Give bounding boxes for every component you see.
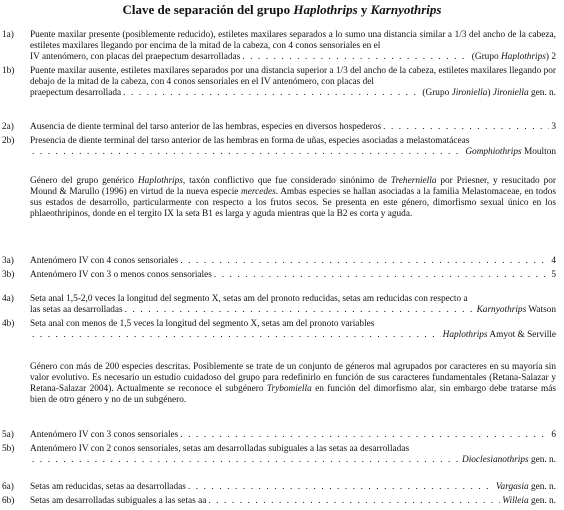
entry-text: Seta anal 1,5-2,0 veces la longitud del segmento X, setas am del pronoto reducidas, setas am reducidas con respecto a (30, 294, 468, 304)
key-entry-3b (0, 270, 564, 281)
dot-leader (32, 330, 441, 341)
entry-text: Presencia de diente terminal del tarso anterior de las hembras en forma de uñas, especies asociadas a melastomatáceas (30, 136, 470, 146)
entry-text-end: praepectum desarrollada (30, 88, 122, 98)
dot-leader (242, 52, 470, 63)
key-entry-5b (0, 444, 564, 466)
entry-number: 3b) (2, 270, 15, 280)
key-entry-3a (0, 256, 564, 267)
dot-leader (208, 496, 500, 507)
entry-result: Vargasia gen. n. (495, 482, 556, 492)
entry-number: 3a) (2, 256, 14, 266)
key-title: Clave de separación del grupo Haplothrips y Karnyothrips (122, 2, 442, 17)
entry-result: Karnyothrips Watson (476, 305, 556, 315)
dot-leader (32, 147, 463, 158)
entry-result: Dioclesianothrips gen. n. (461, 455, 556, 465)
dot-leader (125, 305, 475, 316)
entry-text: Antenómero IV con 3 o menos conos sensoriales (30, 270, 212, 280)
couplet-5 (0, 430, 564, 469)
entry-text: Puente maxilar ausente, estiletes maxilares separados por una distancia superior a 1/3 del ancho de la cabeza, estiletes maxilares llegando por debajo de la mitad de la cabeza, con 4 conos sensoriales en el IV antenómero, con placas del (30, 66, 556, 87)
couplet-4 (0, 294, 564, 344)
entry-result: 3 (551, 122, 556, 132)
entry-number: 4b) (2, 319, 15, 329)
entry-result: 6 (551, 430, 556, 440)
dot-leader (32, 455, 460, 466)
entry-text: Ausencia de diente terminal del tarso anterior de las hembras, especies en diversos hospederos (30, 122, 382, 132)
entry-result: Gomphiothrips Moulton (465, 147, 556, 157)
key-entry-4a (0, 294, 564, 316)
entry-result: Willeia gen. n. (502, 496, 556, 506)
dot-leader (383, 122, 549, 133)
entry-text-end: las setas aa desarrolladas (30, 305, 123, 315)
entry-text: Seta anal con menos de 1,5 veces la longitud del segmento X, setas am del pronoto variables (30, 319, 375, 329)
key-entry-6a (0, 482, 564, 493)
entry-text: Antenómero IV con 2 conos sensoriales, setas am desarrolladas subiguales a las setas aa desarrolladas (30, 444, 410, 454)
dot-leader (180, 430, 549, 441)
dot-leader (188, 482, 494, 493)
couplet-6 (0, 482, 564, 510)
entry-text: Antenómero IV con 4 conos sensoriales (30, 256, 179, 266)
key-entry-2b (0, 136, 564, 158)
entry-number: 5a) (2, 430, 14, 440)
note-paragraph-2: Género con más de 200 especies descritas. Posiblemente se trate de un conjunto de géneros mal agrupados por caracteres en su mayoría sin valor evolutivo. Es necesario un estudio cuidadoso del grupo para redefinirlo en función de sus caracteres fundamentales (Retana-Salazar y Retana-Salazar 2004). Actualmente se reconoce el subgénero Trybomiella en función del dimorfismo alar, sin embargo debe tratarse más bien de otro género y no de un subgénero. (30, 362, 556, 405)
key-entry-1b (0, 66, 564, 99)
couplet-2 (0, 122, 564, 161)
entry-text: Setas am desarrolladas subiguales a las setas aa (30, 496, 207, 506)
entry-number: 4a) (2, 294, 14, 304)
dot-leader (123, 88, 420, 99)
entry-number: 6b) (2, 496, 15, 506)
entry-number: 6a) (2, 482, 14, 492)
key-entry-6b (0, 496, 564, 507)
entry-number: 5b) (2, 444, 15, 454)
couplet-1 (0, 30, 564, 102)
entry-text: Antenómero IV con 3 conos sensoriales (30, 430, 179, 440)
key-entry-4b (0, 319, 564, 341)
entry-number: 1a) (2, 30, 14, 40)
key-entry-1a (0, 30, 564, 63)
note-paragraph-1: Género del grupo genérico Haplothrips, taxón conflictivo que fue considerado sinónimo de Treherniella por Priesner, y resucitado por Mound & Marullo (1996) en virtud de la nueva especie mercedes. Ambas especies se hallan asociadas a la familia Melastomaceae, en todos sus estados de desarrollo, particularmente con respecto a los frutos secos. Se presenta en este género, dimorfismo sexual único en los phlaeothripinos, donde en el tergito IX la seta B1 es larga y aguda mientras que la B2 es corta y aguda. (30, 176, 556, 219)
entry-number: 2b) (2, 136, 15, 146)
entry-result: (Grupo Jironiella) Jironiella gen. n. (422, 88, 556, 98)
entry-text: Setas am reducidas, setas aa desarrolladas (30, 482, 186, 492)
entry-number: 2a) (2, 122, 14, 132)
entry-result: (Grupo Haplothrips) 2 (471, 52, 556, 62)
key-entry-5a (0, 430, 564, 441)
dot-leader (180, 256, 549, 267)
entry-text-end: IV antenómero, con placas del praepectum desarrolladas (30, 52, 241, 62)
entry-result: Haplothrips Amyot & Serville (442, 330, 556, 340)
key-entry-2a (0, 122, 564, 133)
entry-number: 1b) (2, 66, 15, 76)
dot-leader (214, 270, 549, 281)
entry-result: 5 (551, 270, 556, 280)
couplet-3 (0, 256, 564, 284)
entry-result: 4 (551, 256, 556, 266)
entry-text: Puente maxilar presente (posiblemente reducido), estiletes maxilares separados a lo sumo una distancia similar a 1/3 del ancho de la cabeza, estiletes maxilares llegando por encima de la mitad de la cabeza, con 4 conos sensoriales en el (30, 30, 556, 51)
